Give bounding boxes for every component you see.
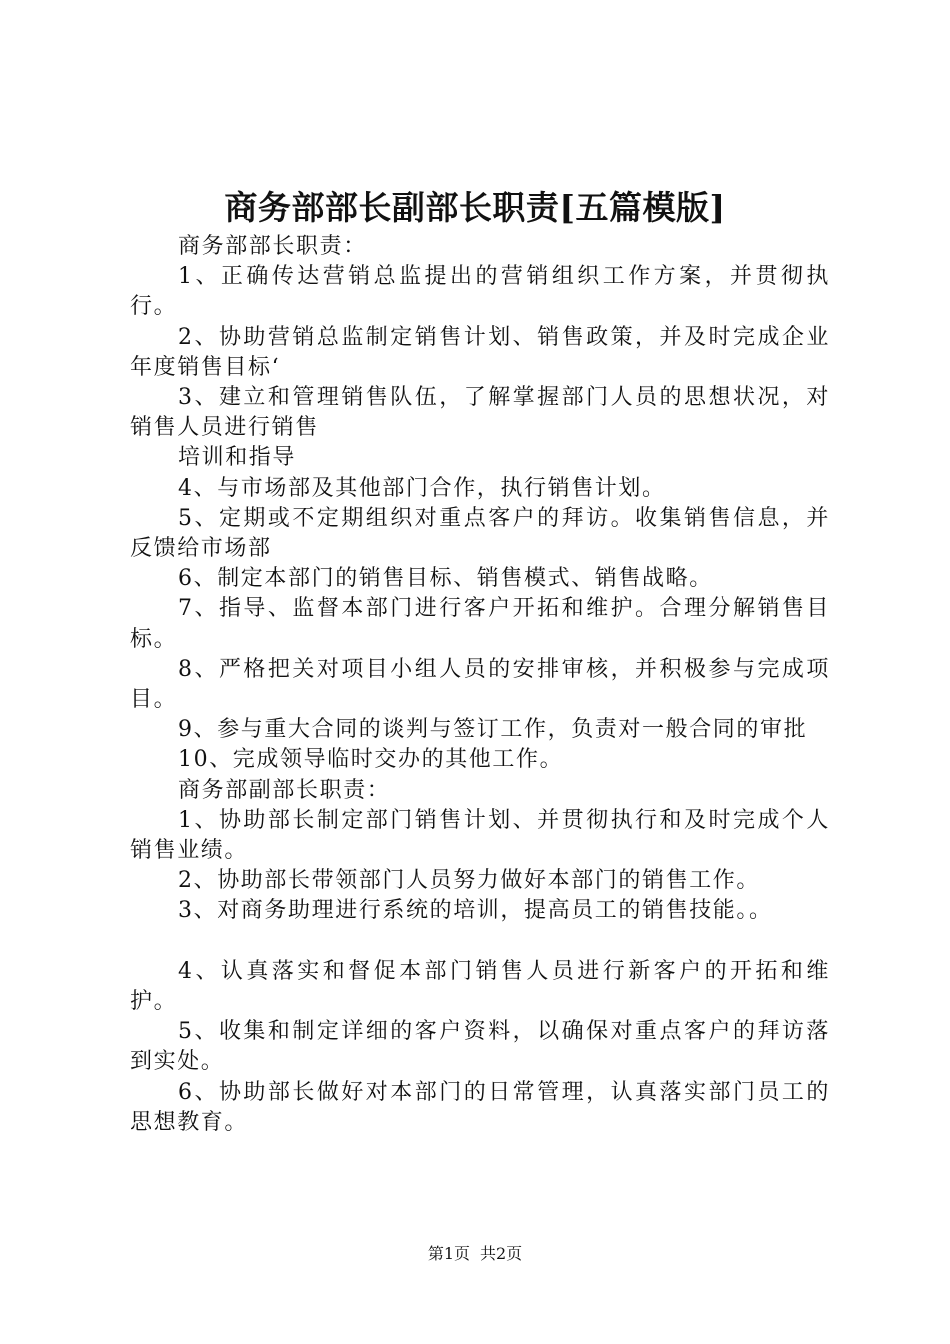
section-heading-minister: 商务部部长职责： bbox=[178, 234, 367, 259]
minister-duty-5: 5、定期或不定期组织对重点客户的拜访。收集销售信息，并反馈给市场部 bbox=[130, 505, 830, 562]
document-title: 商务部部长副部长职责[五篇模版] bbox=[224, 188, 726, 227]
minister-duty-9: 9、参与重大合同的谈判与签订工作，负责对一般合同的审批 bbox=[178, 717, 808, 743]
minister-duty-10: 10、完成领导临时交办的其他工作。 bbox=[178, 747, 564, 773]
deputy-duty-5: 5、收集和制定详细的客户资料，以确保对重点客户的拜访落到实处。 bbox=[130, 1019, 830, 1075]
blank-line bbox=[130, 927, 830, 957]
minister-duty-4: 4、与市场部及其他部门合作，执行销售计划。 bbox=[178, 475, 666, 501]
document-body bbox=[130, 232, 830, 1138]
deputy-duty-3: 3、对商务助理进行系统的培训，提高员工的销售技能。。 bbox=[178, 898, 773, 924]
deputy-duty-4: 4、认真落实和督促本部门销售人员进行新客户的开拓和维护。 bbox=[130, 958, 830, 1015]
minister-duty-2: 2、协助营销总监制定销售计划、销售政策，并及时完成企业年度销售目标‘ bbox=[130, 324, 830, 380]
deputy-duty-2: 2、协助部长带领部门人员努力做好本部门的销售工作。 bbox=[178, 868, 760, 894]
page-total: 共2页 bbox=[480, 1244, 523, 1263]
minister-duty-3-continued: 培训和指导 bbox=[178, 445, 297, 471]
deputy-duty-1: 1、协助部长制定部门销售计划、并贯彻执行和及时完成个人销售业绩。 bbox=[130, 807, 830, 864]
minister-duty-6: 6、制定本部门的销售目标、销售模式、销售战略。 bbox=[178, 566, 713, 592]
minister-duty-1: 1、正确传达营销总监提出的营销组织工作方案，并贯彻执行。 bbox=[130, 264, 830, 320]
section-heading-deputy: 商务部副部长职责： bbox=[178, 777, 391, 803]
minister-duty-3: 3、建立和管理销售队伍，了解掌握部门人员的思想状况，对销售人员进行销售 bbox=[130, 385, 830, 441]
page-footer bbox=[0, 1243, 950, 1265]
deputy-duty-6: 6、协助部长做好对本部门的日常管理，认真落实部门员工的思想教育。 bbox=[130, 1079, 830, 1135]
minister-duty-8: 8、严格把关对项目小组人员的安排审核，并积极参与完成项目。 bbox=[130, 656, 830, 713]
minister-duty-7: 7、指导、监督本部门进行客户开拓和维护。合理分解销售目标。 bbox=[130, 596, 830, 652]
page-number: 第1页 bbox=[427, 1244, 470, 1263]
